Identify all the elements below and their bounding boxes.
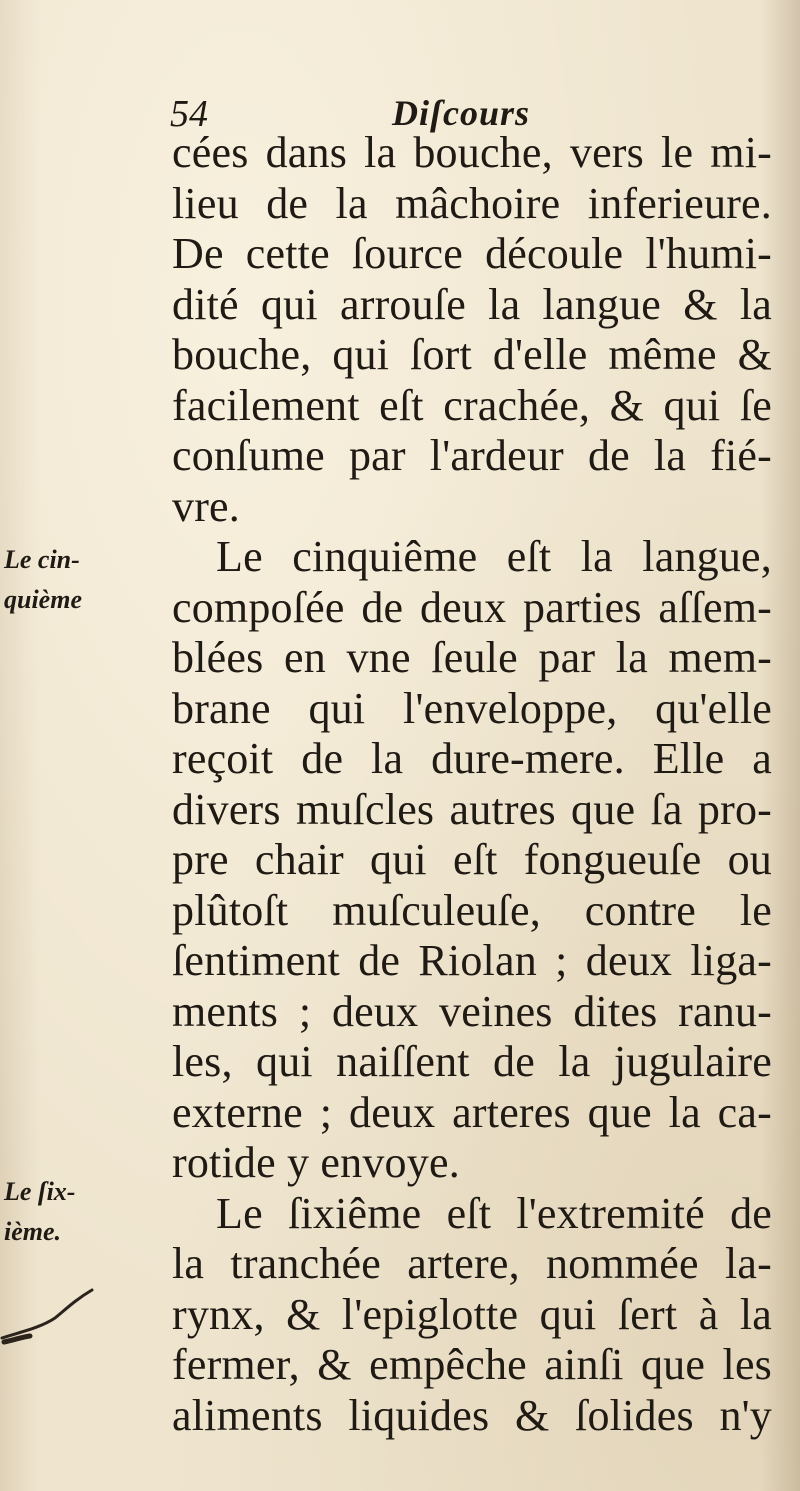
text-line: bouche, qui ſort d'elle même &: [172, 330, 772, 379]
text-line: les, qui naiſſent de la jugulaire: [172, 1037, 772, 1086]
margin-note-sixieme: [4, 1172, 75, 1252]
text-line: ments ; deux veines dites ranu-: [172, 986, 772, 1036]
text-line: conſume par l'ardeur de la fié-: [172, 431, 772, 480]
text-line: brane qui l'enveloppe, qu'elle: [172, 683, 772, 733]
running-head: Diſcours: [392, 93, 531, 133]
ink-pen-mark: [0, 1280, 100, 1360]
text-line: facilement eſt crachée, & qui ſe: [172, 380, 772, 430]
text-line: dité qui arrouſe la langue & la: [172, 279, 772, 329]
margin-note-cinquieme: [4, 540, 82, 620]
text-line: cées dans la bouche, vers le mi-: [172, 128, 772, 177]
text-line: compoſée de deux parties aſſem-: [172, 582, 772, 632]
margin-note-line: Le cin-: [4, 545, 80, 574]
body-text: [172, 128, 772, 1441]
text-line: rynx, & l'epiglotte qui ſert à la: [172, 1289, 772, 1339]
text-line: reçoit de la dure-mere. Elle a: [172, 734, 772, 783]
page-number: 54: [170, 93, 208, 135]
text-line: lieu de la mâchoire inferieure.: [172, 178, 772, 228]
text-line: fermer, & empêche ainſi que les: [172, 1340, 772, 1389]
text-line: ſentiment de Riolan ; deux liga-: [172, 936, 772, 985]
margin-note-line: Le ſix-: [4, 1177, 76, 1206]
text-line: rotide y envoye.: [172, 1138, 460, 1187]
text-line: Le cinquiême eſt la langue,: [216, 532, 772, 581]
text-line: externe ; deux arteres que la ca-: [172, 1087, 772, 1137]
text-line: plûtoſt muſculeuſe, contre le: [172, 885, 772, 935]
margin-note-line: ième.: [4, 1217, 62, 1246]
text-line: Le ſixiême eſt l'extremité de: [216, 1188, 772, 1238]
text-line: blées en vne ſeule par la mem-: [172, 633, 772, 682]
text-line: vre.: [172, 481, 240, 531]
text-line: De cette ſource découle l'humi-: [172, 229, 772, 278]
text-line: pre chair qui eſt fongueuſe ou: [172, 835, 772, 884]
text-line: la tranchée artere, nommée la-: [172, 1239, 772, 1288]
margin-note-line: quième: [4, 585, 82, 614]
text-line: aliments liquides & ſolides n'y: [172, 1390, 772, 1440]
text-line: divers muſcles autres que ſa pro-: [172, 784, 772, 834]
